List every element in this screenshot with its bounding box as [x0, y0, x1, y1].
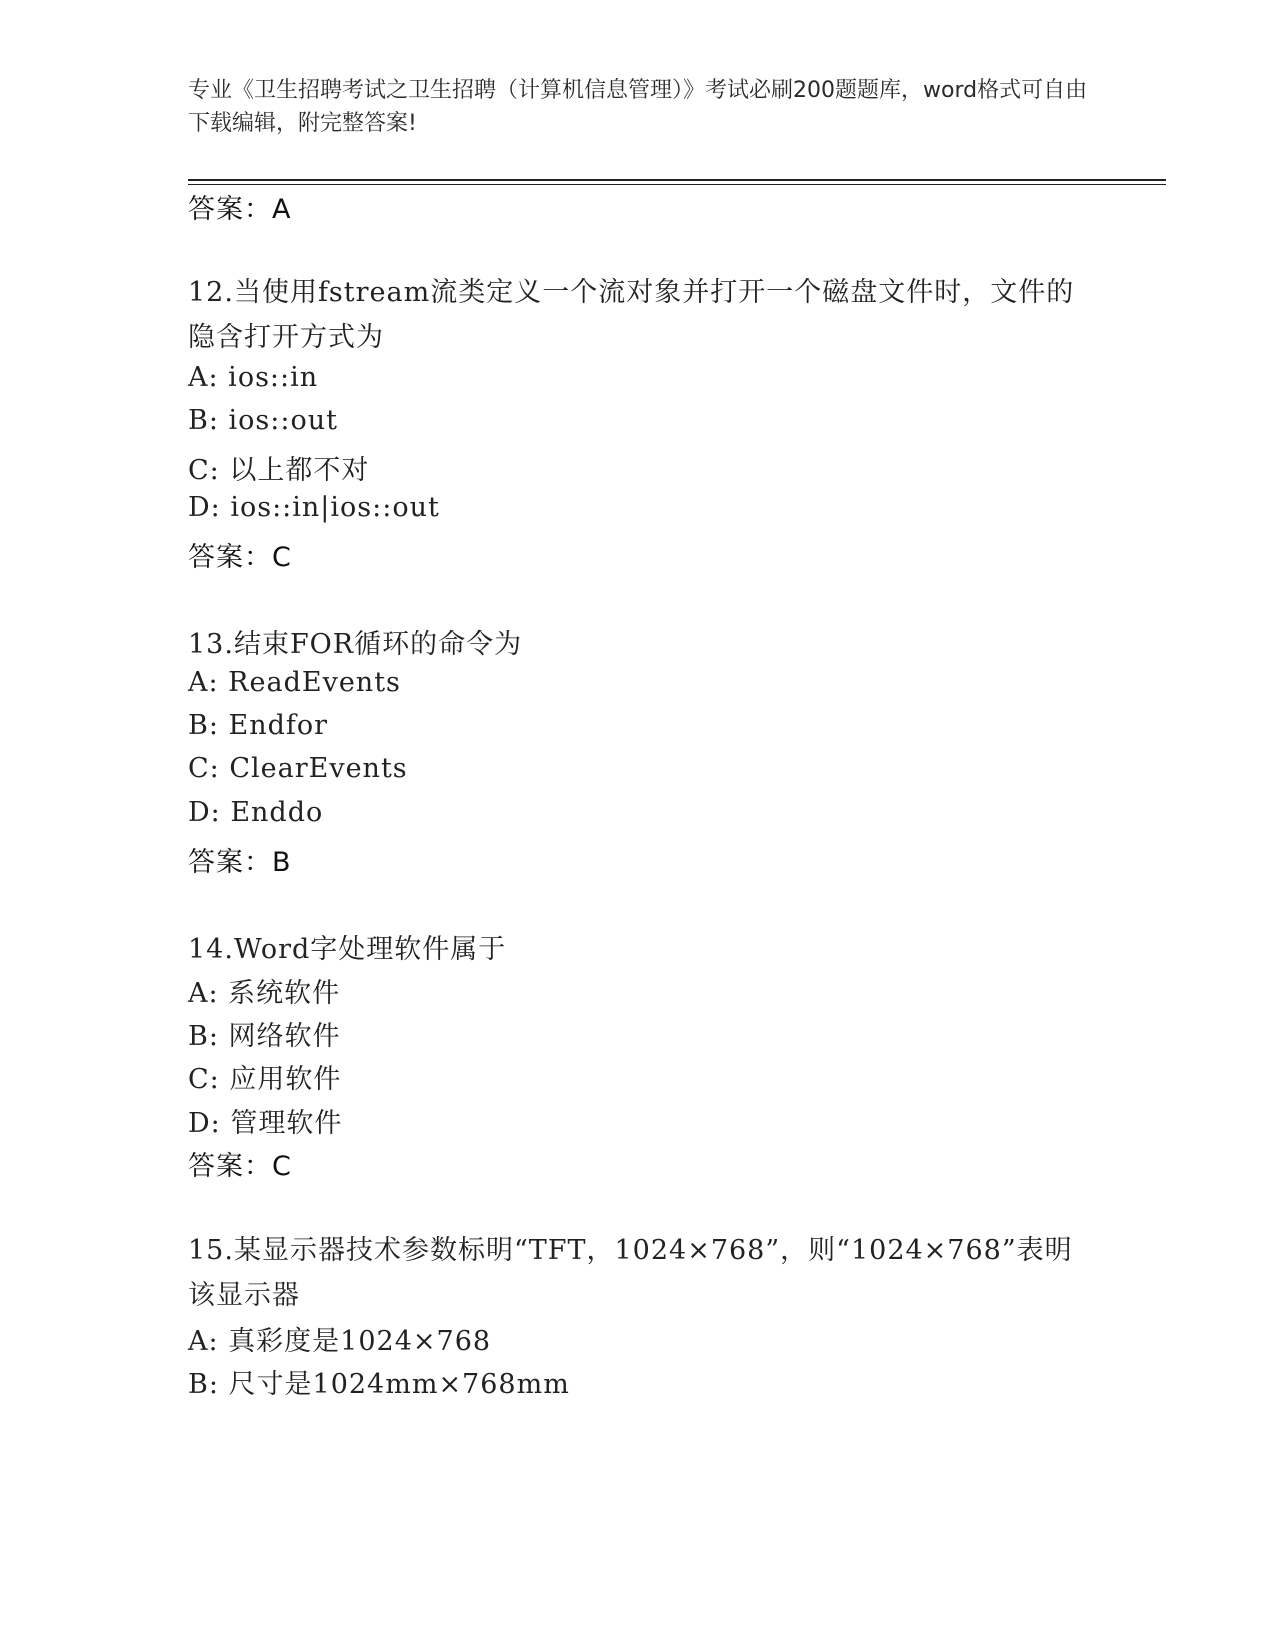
question-14-option-a: A: 系统软件 — [188, 978, 341, 1009]
question-14-text: 14.Word字处理软件属于 — [188, 934, 507, 965]
header-divider — [188, 179, 1166, 181]
question-13-option-d: D: Enddo — [188, 797, 324, 828]
question-12-option-a: A: ios::in — [188, 362, 319, 393]
question-15-text: 15.某显示器技术参数标明“TFT，1024×768”，则“1024×768”表明该显示器 — [188, 1235, 1073, 1311]
question-15-option-b: B: 尺寸是1024mm×768mm — [188, 1369, 570, 1400]
question-14-option-c: C: 应用软件 — [188, 1064, 342, 1095]
header-divider-thin — [188, 184, 1166, 185]
document-header: 专业《卫生招聘考试之卫生招聘（计算机信息管理）》考试必刷200题题库，word格式可自由下载编辑，附完整答案! — [188, 78, 1088, 136]
question-12-option-b: B: ios::out — [188, 405, 338, 436]
question-12-answer: 答案：C — [188, 542, 292, 573]
question-12-text: 12.当使用fstream流类定义一个流对象并打开一个磁盘文件时，文件的隐含打开方式为 — [188, 277, 1075, 353]
answer-11: 答案：A — [188, 194, 292, 225]
question-15-option-a: A: 真彩度是1024×768 — [188, 1326, 492, 1357]
question-13-option-b: B: Endfor — [188, 710, 329, 741]
question-13-option-a: A: ReadEvents — [188, 667, 401, 698]
question-12-option-c: C: 以上都不对 — [188, 455, 370, 486]
question-14-option-d: D: 管理软件 — [188, 1108, 343, 1139]
question-13-text: 13.结束FOR循环的命令为 — [188, 629, 523, 660]
question-13-option-c: C: ClearEvents — [188, 753, 408, 784]
question-14-answer: 答案：C — [188, 1151, 292, 1182]
question-12-option-d: D: ios::in|ios::out — [188, 492, 440, 523]
question-13-answer: 答案：B — [188, 847, 292, 878]
question-14-option-b: B: 网络软件 — [188, 1021, 341, 1052]
